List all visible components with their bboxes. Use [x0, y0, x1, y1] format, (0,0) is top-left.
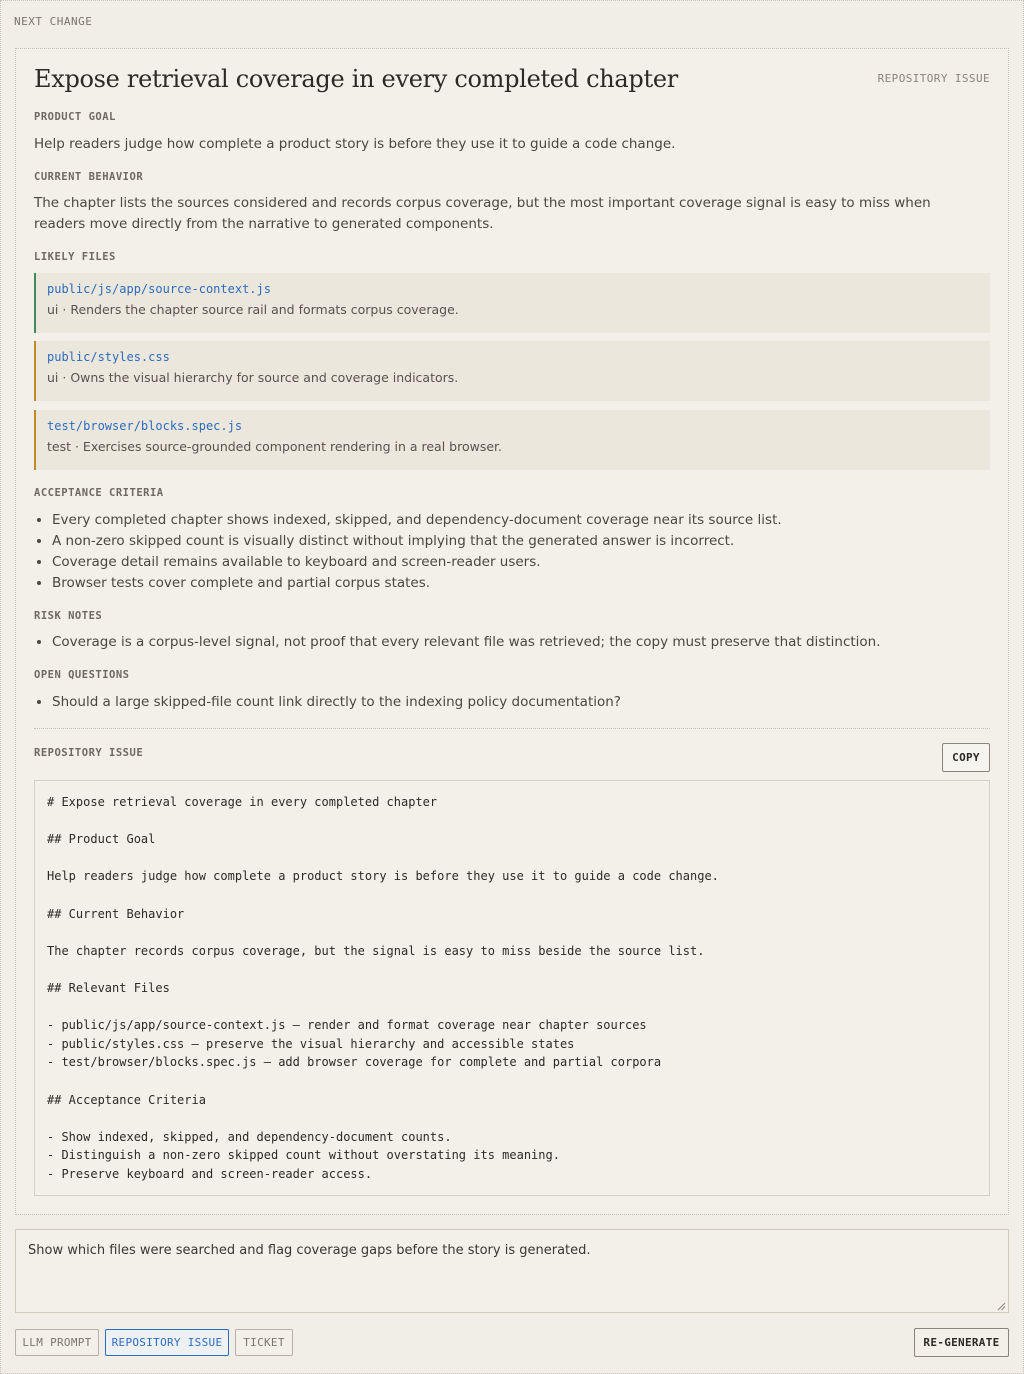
- file-path[interactable]: test/browser/blocks.spec.js: [47, 419, 243, 433]
- section-divider: [34, 728, 990, 729]
- repository-issue-heading: REPOSITORY ISSUE: [34, 747, 144, 759]
- list-item: • Should a large skipped-file count link directly to the indexing policy documentation?: [52, 692, 992, 713]
- likely-file-item: [34, 273, 990, 333]
- section-label: NEXT CHANGE: [14, 15, 93, 28]
- acceptance-criteria-list: [52, 510, 992, 594]
- likely-file-item: [34, 341, 990, 401]
- risk-notes-heading: RISK NOTES: [34, 610, 103, 622]
- prompt-input[interactable]: [15, 1229, 1009, 1313]
- change-card: [15, 48, 1009, 1215]
- likely-files-heading: LIKELY FILES: [34, 251, 116, 263]
- resize-grip-icon[interactable]: [996, 1301, 1006, 1311]
- file-path[interactable]: public/js/app/source-context.js: [47, 282, 271, 296]
- product-goal-heading: PRODUCT GOAL: [34, 111, 116, 123]
- likely-file-item: [34, 410, 990, 470]
- file-path[interactable]: public/styles.css: [47, 350, 170, 364]
- repository-issue-body[interactable]: # Expose retrieval coverage in every completed chapter ## Product Goal Help readers judge how complete a product story is before they use it to guide a code change. ## Current Behavior The chapter records corpus coverage, but the signal is easy to miss beside the source list. ## Relevant Files - public/js/app/source-context.js — render and format coverage near chapter sources - public/styles.css — preserve the visual hierarchy and accessible states - test/browser/blocks.spec.js — add browser coverage for complete and partial corpora ## Acceptance Criteria - Show indexed, skipped, and dependency-document counts. - Distinguish a non-zero skipped count without overstating its meaning. - Preserve keyboard and screen-reader access.: [34, 780, 990, 1196]
- current-behavior-text: The chapter lists the sources considered and records corpus coverage, but the most important coverage signal is easy to miss when readers move directly from the narrative to generated components.: [34, 195, 931, 232]
- product-goal-text: Help readers judge how complete a product story is before they use it to guide a code change.: [34, 136, 676, 152]
- risk-notes-list: [52, 632, 992, 653]
- file-description: ui · Renders the chapter source rail and formats corpus coverage.: [47, 302, 459, 317]
- copy-button[interactable]: COPY: [942, 743, 990, 772]
- change-title: Expose retrieval coverage in every completed chapter: [34, 65, 678, 93]
- file-description: test · Exercises source-grounded component rendering in a real browser.: [47, 439, 503, 454]
- file-description: ui · Owns the visual hierarchy for source and coverage indicators.: [47, 370, 459, 385]
- open-questions-list: [52, 692, 992, 713]
- list-item: • Browser tests cover complete and partial corpus states.: [52, 573, 992, 594]
- regenerate-button[interactable]: RE-GENERATE: [914, 1328, 1009, 1357]
- open-questions-heading: OPEN QUESTIONS: [34, 669, 130, 681]
- tab-llm-prompt[interactable]: LLM PROMPT: [15, 1329, 99, 1356]
- acceptance-criteria-heading: ACCEPTANCE CRITERIA: [34, 487, 164, 499]
- list-item: • Coverage detail remains available to keyboard and screen-reader users.: [52, 552, 992, 573]
- current-behavior-heading: CURRENT BEHAVIOR: [34, 171, 144, 183]
- tab-ticket[interactable]: TICKET: [235, 1329, 293, 1356]
- issue-type-tag: REPOSITORY ISSUE: [877, 72, 990, 85]
- list-item: • Every completed chapter shows indexed, skipped, and dependency-document coverage near its source list.: [52, 510, 992, 531]
- list-item: • Coverage is a corpus-level signal, not proof that every relevant file was retrieved; the copy must preserve that distinction.: [52, 632, 992, 653]
- tab-repository-issue[interactable]: REPOSITORY ISSUE: [105, 1329, 229, 1356]
- list-item: • A non-zero skipped count is visually distinct without implying that the generated answer is incorrect.: [52, 531, 992, 552]
